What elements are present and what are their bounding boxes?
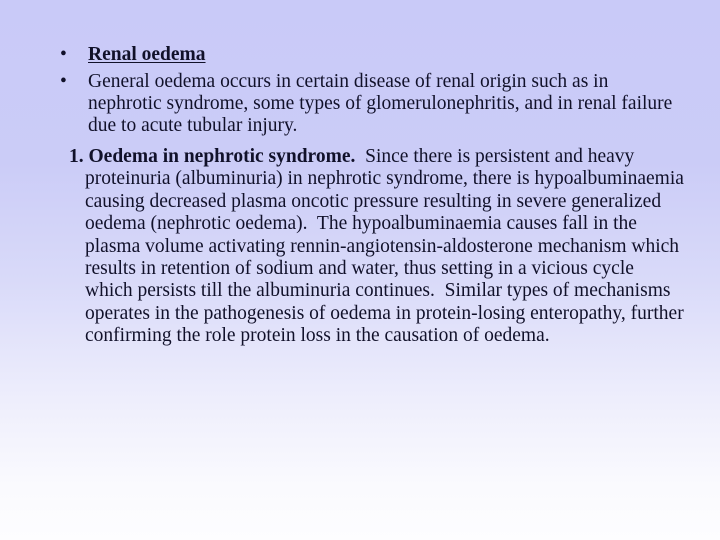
list-item-renal-oedema bbox=[52, 44, 684, 66]
numbered-paragraph-body: Since there is persistent and heavy proteinuria (albuminuria) in nephrotic syndrome, there is hypoalbuminaemia causing decreased plasma oncotic pressure resulting in severe generalized oedema (nephrotic oedema). The hypoalbuminaemia causes fall in the plasma volume activating rennin-angiotensin-aldosterone mechanism which results in retention of sodium and water, thus setting in a vicious cycle which persists till the albuminuria continues. Similar types of mechanisms operates in the pathogenesis of oedema in protein-losing enteropathy, further confirming the role protein loss in the causation of oedema. bbox=[85, 146, 689, 347]
bullet-icon: • bbox=[60, 71, 67, 92]
bullet-icon: • bbox=[60, 44, 67, 65]
list-item-general-oedema bbox=[52, 71, 684, 137]
bullet-list bbox=[52, 44, 684, 137]
list-item-label: General oedema occurs in certain disease of renal origin such as in nephrotic syndrome, some types of glomerulonephritis, and in renal failure due to acute tubular injury. bbox=[88, 71, 673, 136]
numbered-paragraph-lead: 1. Oedema in nephrotic syndrome. bbox=[69, 146, 356, 167]
list-item-label: Renal oedema bbox=[88, 44, 206, 65]
slide-content-body bbox=[52, 44, 689, 367]
numbered-paragraph-oedema-nephrotic-syndrome bbox=[52, 146, 689, 348]
